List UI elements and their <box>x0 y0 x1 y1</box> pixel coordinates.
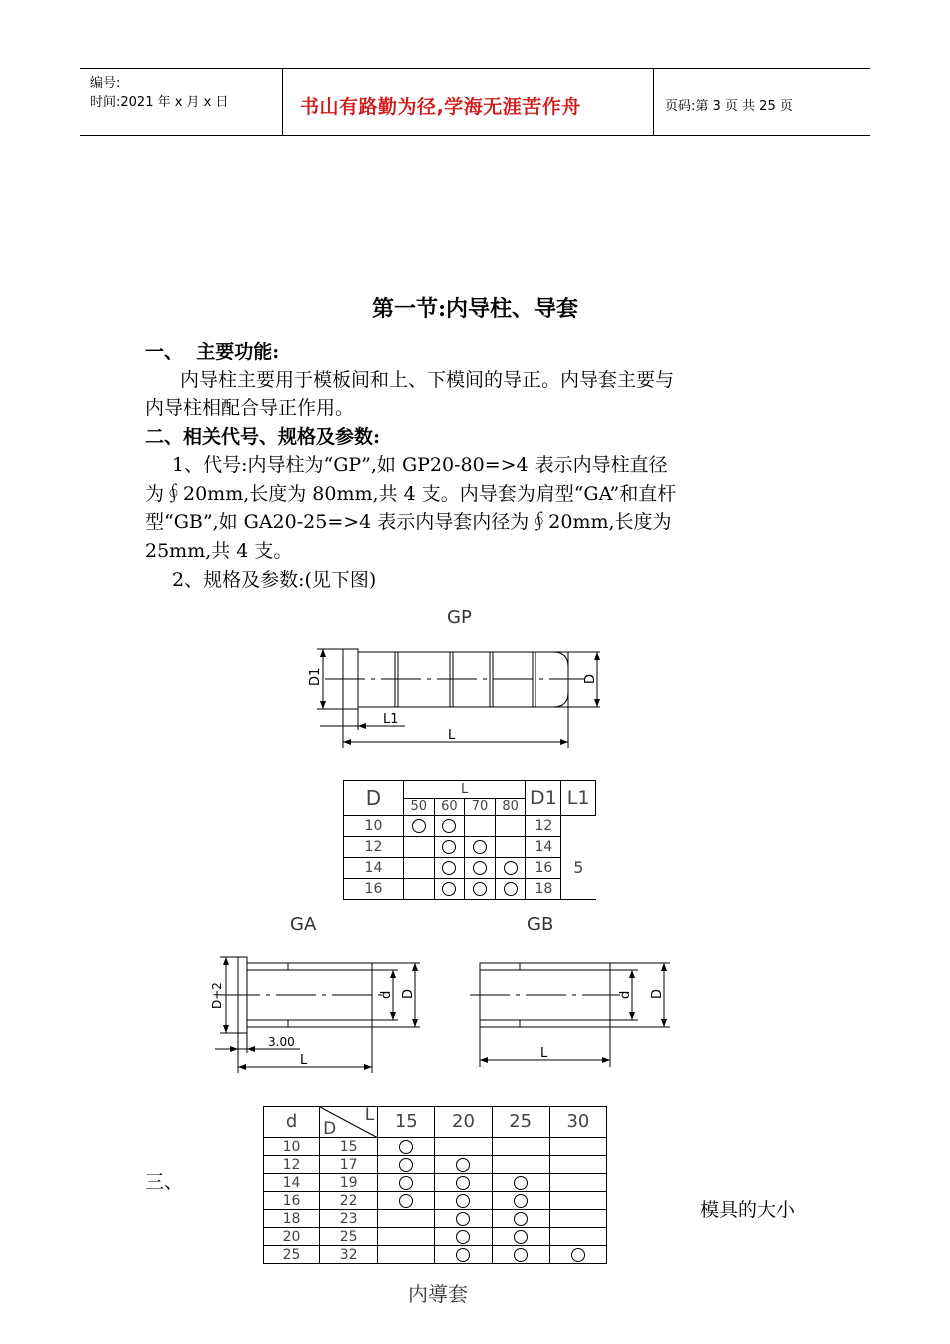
gp-th-len-0: 50 <box>403 799 434 816</box>
sleeve-th-d-small: d <box>264 1107 320 1138</box>
gp-mark-cell <box>403 837 434 858</box>
availability-circle <box>473 840 487 854</box>
sleeve-cell-d: 25 <box>320 1228 378 1246</box>
gp-dim-d: D <box>583 673 598 684</box>
sleeve-cell-d-small: 14 <box>264 1174 320 1192</box>
gp-cell-l1: 5 <box>561 816 596 900</box>
sleeve-mark-cell <box>492 1192 549 1210</box>
availability-circle <box>514 1212 528 1226</box>
availability-circle <box>456 1230 470 1244</box>
s1-heading: 一、 主要功能: <box>145 341 280 363</box>
availability-circle <box>399 1158 413 1172</box>
gp-th-len-1: 60 <box>434 799 465 816</box>
availability-circle <box>456 1212 470 1226</box>
gp-dim-l: L <box>448 728 456 743</box>
sleeve-th-len-3: 30 <box>549 1107 606 1138</box>
s2-p1-line3: 型“GB”,如 GA20-25=>4 表示内导套内径为∮20mm,长度为 <box>145 511 672 533</box>
sleeve-cell-d-small: 16 <box>264 1192 320 1210</box>
gp-mark-cell <box>465 879 496 900</box>
header-number-label: 编号: <box>90 76 121 91</box>
sleeve-th-d: D <box>323 1119 337 1139</box>
sleeve-caption: 内導套 <box>408 1282 468 1306</box>
sleeve-cell-d: 15 <box>320 1138 378 1156</box>
sleeve-mark-cell <box>492 1246 549 1264</box>
gp-dim-d1: D1 <box>308 667 323 686</box>
sleeve-mark-cell <box>378 1174 435 1192</box>
sleeve-cell-d: 17 <box>320 1156 378 1174</box>
gp-table <box>343 780 596 900</box>
gb-dim-d: D <box>650 988 665 999</box>
availability-circle <box>442 861 456 875</box>
gb-drawing <box>470 945 680 1070</box>
gp-drawing <box>295 630 598 750</box>
section-title: 第一节:内导柱、导套 <box>371 296 579 322</box>
gb-caption: GB <box>527 914 554 935</box>
gp-cell-d: 10 <box>344 816 404 837</box>
ga-dim-d: D <box>401 988 416 999</box>
gp-table-row <box>344 837 596 858</box>
gp-mark-cell <box>403 879 434 900</box>
sleeve-mark-cell <box>549 1246 606 1264</box>
gp-th-len-2: 70 <box>465 799 496 816</box>
sleeve-cell-d-small: 10 <box>264 1138 320 1156</box>
ga-dim-small-d: d <box>379 990 394 999</box>
sleeve-mark-cell <box>492 1156 549 1174</box>
s2-heading: 二、相关代号、规格及参数: <box>145 426 381 448</box>
gp-mark-cell <box>465 816 496 837</box>
availability-circle <box>442 819 456 833</box>
header-page-info: 页码:第 3 页 共 25 页 <box>665 99 793 114</box>
sleeve-mark-cell <box>435 1228 492 1246</box>
availability-circle <box>442 840 456 854</box>
sleeve-mark-cell <box>435 1174 492 1192</box>
sleeve-cell-d-small: 12 <box>264 1156 320 1174</box>
availability-circle <box>571 1248 585 1262</box>
header-divider-2 <box>653 68 654 136</box>
gp-mark-cell <box>495 879 526 900</box>
gp-table-row <box>344 879 596 900</box>
sleeve-mark-cell <box>378 1228 435 1246</box>
gp-table-header-row <box>344 781 596 799</box>
s3-label: 三、 <box>145 1171 184 1193</box>
gp-th-d: D <box>344 781 404 816</box>
sleeve-cell-d: 32 <box>320 1246 378 1264</box>
availability-circle <box>514 1194 528 1208</box>
availability-circle <box>399 1194 413 1208</box>
gp-cell-d1: 14 <box>526 837 561 858</box>
availability-circle <box>399 1176 413 1190</box>
sleeve-mark-cell <box>549 1138 606 1156</box>
gp-mark-cell <box>434 837 465 858</box>
gp-cell-d: 16 <box>344 879 404 900</box>
availability-circle <box>504 882 518 896</box>
gp-mark-cell <box>403 816 434 837</box>
sleeve-cell-d: 23 <box>320 1210 378 1228</box>
availability-circle <box>456 1248 470 1262</box>
ga-dim-l: L <box>300 1053 308 1068</box>
ga-drawing <box>200 945 435 1075</box>
sleeve-th-len-0: 15 <box>378 1107 435 1138</box>
s3-tail: 模具的大小 <box>700 1199 796 1221</box>
gp-mark-cell <box>434 858 465 879</box>
sleeve-mark-cell <box>435 1246 492 1264</box>
gp-cell-d: 12 <box>344 837 404 858</box>
sleeve-th-l: L <box>364 1105 375 1125</box>
gp-cell-d: 14 <box>344 858 404 879</box>
gp-mark-cell <box>434 879 465 900</box>
sleeve-table <box>263 1106 607 1264</box>
gp-mark-cell <box>495 858 526 879</box>
sleeve-mark-cell <box>492 1228 549 1246</box>
header-top-rule <box>80 68 870 69</box>
header-slogan: 书山有路勤为径,学海无涯苦作舟 <box>300 96 581 118</box>
sleeve-mark-cell <box>492 1138 549 1156</box>
gp-th-d1: D1 <box>526 781 561 816</box>
s2-p1-line4: 25mm,共 4 支。 <box>145 540 293 562</box>
sleeve-mark-cell <box>435 1210 492 1228</box>
sleeve-mark-cell <box>549 1174 606 1192</box>
sleeve-cell-d-small: 20 <box>264 1228 320 1246</box>
availability-circle <box>399 1140 413 1154</box>
availability-circle <box>456 1176 470 1190</box>
gb-dim-small-d: d <box>618 990 633 999</box>
gp-table-row <box>344 858 596 879</box>
sleeve-mark-cell <box>435 1192 492 1210</box>
availability-circle <box>473 882 487 896</box>
s2-p1-line2: 为∮20mm,长度为 80mm,共 4 支。内导套为肩型“GA”和直杆 <box>145 483 677 505</box>
sleeve-mark-cell <box>378 1138 435 1156</box>
sleeve-mark-cell <box>492 1174 549 1192</box>
s1-line2: 内导柱相配合导正作用。 <box>145 397 355 419</box>
sleeve-table-row <box>264 1210 607 1228</box>
gp-table-row <box>344 816 596 837</box>
sleeve-table-row <box>264 1246 607 1264</box>
availability-circle <box>504 861 518 875</box>
sleeve-mark-cell <box>549 1210 606 1228</box>
sleeve-table-row <box>264 1156 607 1174</box>
gp-mark-cell <box>465 837 496 858</box>
sleeve-table-header-row <box>264 1107 607 1138</box>
sleeve-mark-cell <box>378 1246 435 1264</box>
gb-dim-l: L <box>540 1046 548 1061</box>
ga-dim-d2: D+2 <box>210 982 224 1009</box>
s1-line1: 内导柱主要用于模板间和上、下模间的导正。内导套主要与 <box>180 369 675 391</box>
sleeve-mark-cell <box>492 1210 549 1228</box>
availability-circle <box>514 1248 528 1262</box>
gp-mark-cell <box>403 858 434 879</box>
gp-caption: GP <box>447 607 472 628</box>
sleeve-th-diagonal <box>320 1107 378 1138</box>
gp-mark-cell <box>465 858 496 879</box>
gp-dim-l1: L1 <box>383 712 399 727</box>
availability-circle <box>514 1230 528 1244</box>
sleeve-mark-cell <box>435 1156 492 1174</box>
sleeve-cell-d: 22 <box>320 1192 378 1210</box>
sleeve-table-row <box>264 1138 607 1156</box>
sleeve-th-len-2: 25 <box>492 1107 549 1138</box>
gp-cell-d1: 12 <box>526 816 561 837</box>
sleeve-mark-cell <box>378 1210 435 1228</box>
sleeve-mark-cell <box>549 1156 606 1174</box>
availability-circle <box>412 819 426 833</box>
header-divider-1 <box>282 68 283 136</box>
sleeve-mark-cell <box>435 1138 492 1156</box>
gp-mark-cell <box>495 816 526 837</box>
sleeve-cell-d: 19 <box>320 1174 378 1192</box>
sleeve-cell-d-small: 25 <box>264 1246 320 1264</box>
availability-circle <box>473 861 487 875</box>
gp-mark-cell <box>434 816 465 837</box>
sleeve-th-len-1: 20 <box>435 1107 492 1138</box>
availability-circle <box>456 1158 470 1172</box>
s2-p2: 2、规格及参数:(见下图) <box>172 569 377 591</box>
sleeve-table-row <box>264 1192 607 1210</box>
gp-cell-d1: 18 <box>526 879 561 900</box>
header-time-label: 时间:2021 年 x 月 x 日 <box>90 95 229 110</box>
sleeve-mark-cell <box>378 1192 435 1210</box>
sleeve-table-row <box>264 1228 607 1246</box>
sleeve-mark-cell <box>549 1228 606 1246</box>
gp-cell-d1: 16 <box>526 858 561 879</box>
sleeve-table-row <box>264 1174 607 1192</box>
gp-mark-cell <box>495 837 526 858</box>
availability-circle <box>456 1194 470 1208</box>
s2-p1-line1: 1、代号:内导柱为“GP”,如 GP20-80=>4 表示内导柱直径 <box>172 454 668 476</box>
gp-th-len-3: 80 <box>495 799 526 816</box>
header-bottom-rule <box>80 135 870 136</box>
gp-th-l1: L1 <box>561 781 596 816</box>
sleeve-mark-cell <box>549 1192 606 1210</box>
availability-circle <box>514 1176 528 1190</box>
sleeve-mark-cell <box>378 1156 435 1174</box>
ga-caption: GA <box>290 914 317 935</box>
sleeve-cell-d-small: 18 <box>264 1210 320 1228</box>
gp-th-l: L <box>403 781 526 799</box>
availability-circle <box>442 882 456 896</box>
ga-dim-300: 3.00 <box>268 1035 295 1049</box>
